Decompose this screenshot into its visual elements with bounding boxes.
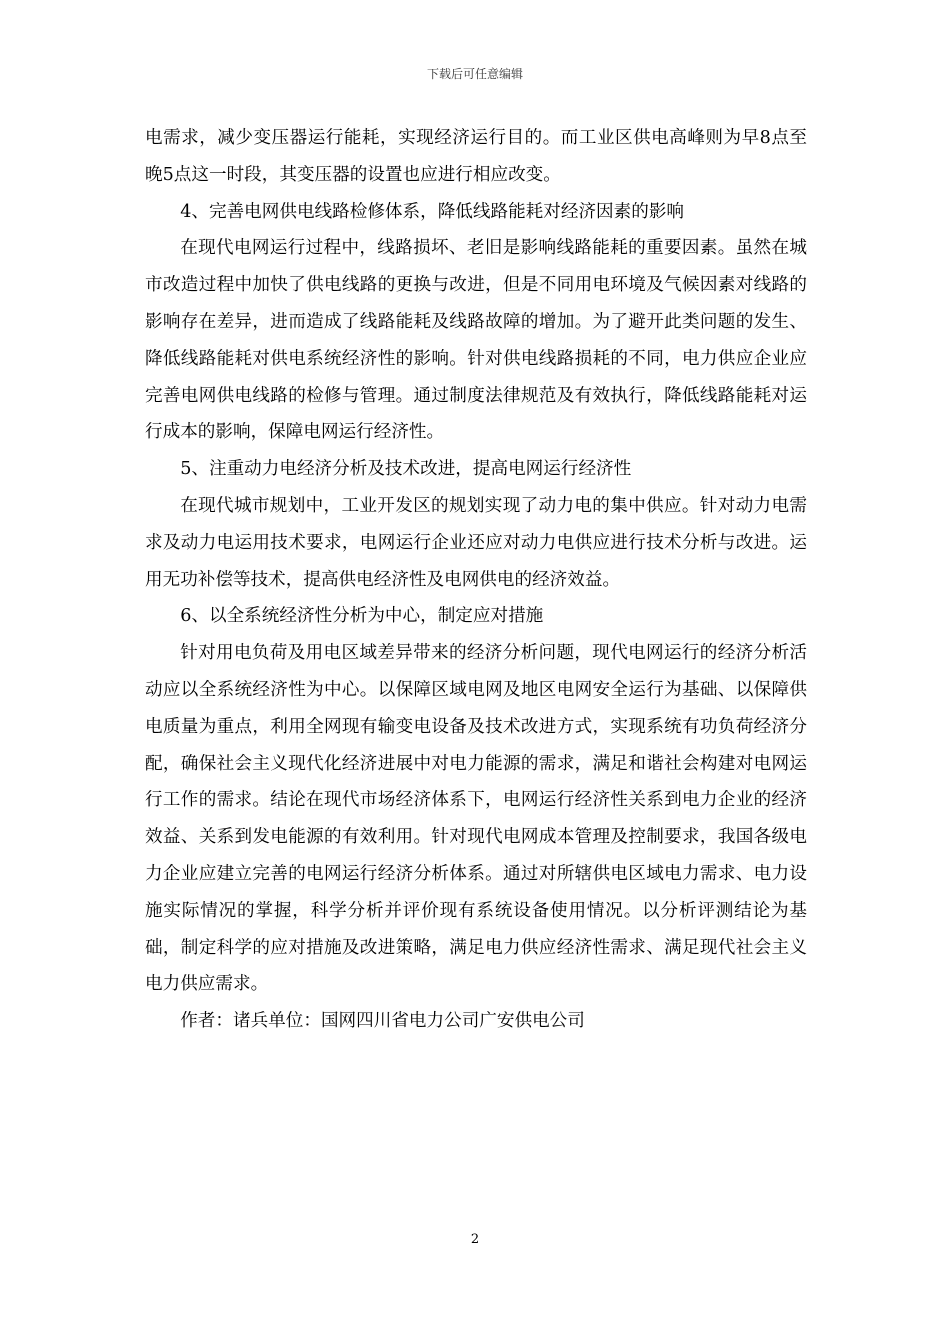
- section-heading-4: 4、完善电网供电线路检修体系，降低线路能耗对经济因素的影响: [180, 201, 685, 222]
- section-heading-5: 5、注重动力电经济分析及技术改进，提高电网运行经济性: [180, 459, 632, 480]
- page-number: 2: [470, 1232, 480, 1247]
- page-header: 下载后可任意编辑: [426, 67, 523, 81]
- section-heading-6: 6、以全系统经济性分析为中心，制定应对措施: [180, 606, 544, 627]
- paragraph: 在现代城市规划中，工业开发区的规划实现了动力电的集中供应。针对动力电需求及动力电运用技术要求，电网运行企业还应对动力电供应进行技术分析与改进。运用无功补偿等技术，提高供电经济性及电网供电的经济效益。: [145, 495, 807, 590]
- document-body: [145, 120, 807, 1040]
- author-line: 作者：诸兵单位：国网四川省电力公司广安供电公司: [180, 1011, 585, 1032]
- paragraph-continued: 电需求，减少变压器运行能耗，实现经济运行目的。而工业区供电高峰则为早8点至晚5点这一时段，其变压器的设置也应进行相应改变。: [145, 128, 807, 185]
- paragraph: 针对用电负荷及用电区域差异带来的经济分析问题，现代电网运行的经济分析活动应以全系统经济性为中心。以保障区域电网及地区电网安全运行为基础、以保障供电质量为重点，利用全网现有输变电设备及技术改进方式，实现系统有功负荷经济分配，确保社会主义现代化经济进展中对电力能源的需求，满足和谐社会构建对电网运行工作的需求。结论在现代市场经济体系下，电网运行经济性关系到电力企业的经济效益、关系到发电能源的有效利用。针对现代电网成本管理及控制要求，我国各级电力企业应建立完善的电网运行经济分析体系。通过对所辖供电区域电力需求、电力设施实际情况的掌握，科学分析并评价现有系统设备使用情况。以分析评测结论为基础，制定科学的应对措施及改进策略，满足电力供应经济性需求、满足现代社会主义电力供应需求。: [145, 643, 807, 995]
- paragraph: 在现代电网运行过程中，线路损坏、老旧是影响线路能耗的重要因素。虽然在城市改造过程中加快了供电线路的更换与改进，但是不同用电环境及气候因素对线路的影响存在差异，进而造成了线路能耗及线路故障的增加。为了避开此类问题的发生、降低线路能耗对供电系统经济性的影响。针对供电线路损耗的不同，电力供应企业应完善电网供电线路的检修与管理。通过制度法律规范及有效执行，降低线路能耗对运行成本的影响，保障电网运行经济性。: [145, 238, 807, 443]
